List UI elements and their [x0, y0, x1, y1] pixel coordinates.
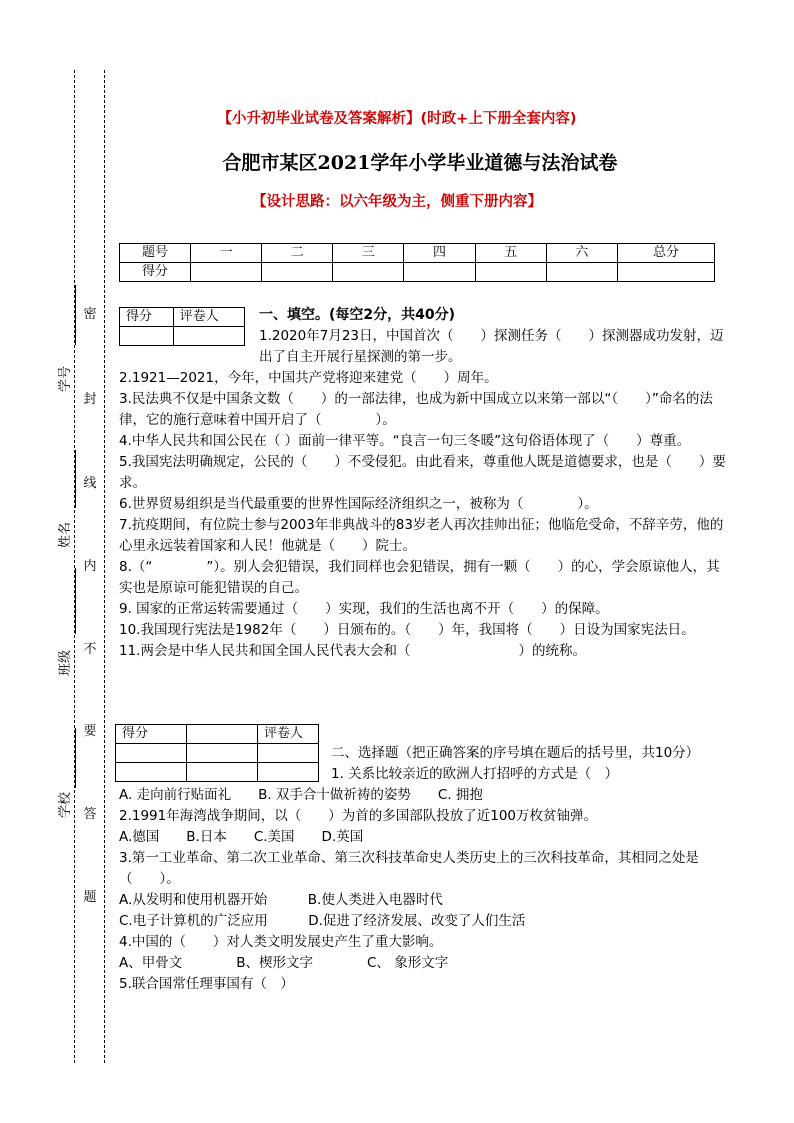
question-option: C.电子计算机的广泛应用 D.促进了经济发展、改变了人们生活	[119, 913, 526, 929]
table-cell: 评卷人	[258, 725, 319, 744]
section1-heading: 一、填空。(每空2分，共40分)	[259, 307, 456, 323]
question-item: 8.（“ ”）。别人会犯错误，我们同样也会犯错误，拥有一颗（ ）的心，学会原谅他人，其实也是原谅可能犯错误的自己。	[119, 559, 720, 596]
score-cell[interactable]	[191, 263, 262, 282]
table-row	[120, 244, 715, 263]
score-cell[interactable]	[404, 263, 475, 282]
table-cell: 三	[333, 244, 404, 263]
question-item: 10.我国现行宪法是1982年（ ）日颁布的。（ ）年，我国将（ ）日设为国家宪法日。	[119, 622, 695, 638]
seal-char: 答	[83, 807, 97, 822]
section2	[119, 743, 731, 995]
question-item: 4.中国的（ ）对人类文明发展史产生了重大影响。	[119, 934, 443, 950]
score-cell[interactable]	[618, 263, 715, 282]
table-cell: 得分	[120, 308, 174, 327]
table-cell: 总分	[618, 244, 715, 263]
binding-line-outer	[74, 70, 75, 1063]
class-label: 班级	[58, 649, 73, 676]
seal-char: 内	[83, 559, 97, 574]
score-cell[interactable]	[333, 263, 404, 282]
question-item: 7.抗疫期间，有位院士参与2003年非典战斗的83岁老人再次挂帅出征；他临危受命，不辞辛劳，他的心里永远装着国家和人民！他就是（ ）院士。	[119, 517, 724, 554]
table-cell: 题号	[120, 244, 191, 263]
name-line[interactable]	[75, 450, 76, 508]
table-row	[116, 725, 319, 744]
question-item: 9. 国家的正常运转需要通过（ ）实现，我们的生活也离不开（ ）的保障。	[119, 601, 609, 617]
question-item: 11.两会是中华人民共和国全国人民代表大会和（ ）的统称。	[119, 643, 586, 659]
question-item: 2.1991年海湾战争期间，以（ ）为首的多国部队投放了近100万枚贫铀弹。	[119, 808, 598, 824]
seal-char: 题	[83, 890, 97, 905]
school-label: 学校	[58, 791, 73, 818]
score-cell[interactable]	[475, 263, 546, 282]
question-option: A. 走向前行贴面礼 B. 双手合十做祈祷的姿势 C. 拥抱	[119, 787, 483, 803]
question-item: 3.民法典不仅是中国条文数（ ）的一部法律，也成为新中国成立以来第一部以“（ ）”命名的法律，它的施行意味着中国开启了（ ）。	[119, 391, 713, 428]
question-item: 1. 关系比较亲近的欧洲人打招呼的方式是（ ）	[331, 766, 619, 782]
seal-char: 要	[83, 724, 97, 739]
question-item: 3.第一工业革命、第二次工业革命、第三次科技革命史人类历史上的三次科技革命，其相同之处是（ ）。	[119, 850, 699, 887]
table-cell: 四	[404, 244, 475, 263]
score-cell[interactable]	[262, 263, 333, 282]
question-item: 2.1921—2021，今年，中国共产党将迎来建党（ ）周年。	[119, 370, 498, 386]
section1	[119, 305, 731, 662]
class-line[interactable]	[75, 568, 76, 634]
question-option: A.从发明和使用机器开始 B.使人类进入电器时代	[119, 892, 443, 908]
question-item: 5.联合国常任理事国有（ ）	[119, 976, 294, 992]
design-note: 【设计思路：以六年级为主，侧重下册内容】	[252, 194, 542, 210]
question-item: 5.我国宪法明确规定，公民的（ ）不受侵犯。由此看来，尊重他人既是道德要求，也是（ ）要求。	[119, 454, 726, 491]
seal-char: 密	[83, 307, 97, 322]
table-cell: 五	[475, 244, 546, 263]
question-option: A.德国 B.日本 C.美国 D.英国	[119, 829, 364, 845]
table-cell: 二	[262, 244, 333, 263]
table-cell: 一	[191, 244, 262, 263]
student-id-line[interactable]	[75, 285, 76, 345]
name-label: 姓名	[58, 521, 73, 548]
school-line[interactable]	[75, 728, 76, 788]
question-item: 6.世界贸易组织是当代最重要的世界性国际经济组织之一，被称为（ ）。	[119, 496, 598, 512]
promo-banner: 【小升初毕业试卷及答案解析】(时政+上下册全套内容)	[217, 111, 577, 127]
table-cell: 得分	[116, 725, 187, 744]
binding-line-inner	[104, 70, 105, 1063]
table-cell: 得分	[120, 263, 191, 282]
exam-title: 合肥市某区2021学年小学毕业道德与法治试卷	[222, 152, 618, 174]
section2-heading: 二、选择题（把正确答案的序号填在题后的括号里，共10分）	[331, 745, 700, 761]
score-table	[119, 243, 715, 282]
seal-char: 不	[83, 642, 97, 657]
table-row	[120, 263, 715, 282]
seal-char: 线	[83, 476, 97, 491]
table-cell: 六	[546, 244, 617, 263]
table-cell	[187, 725, 258, 744]
question-item: 1.2020年7月23日，中国首次（ ）探测任务（ ）探测器成功发射，迈出了自主开展行星探测的第一步。	[259, 328, 724, 365]
student-id-label: 学号	[58, 365, 73, 392]
score-cell[interactable]	[546, 263, 617, 282]
table-cell: 评卷人	[173, 308, 244, 327]
seal-char: 封	[83, 392, 97, 407]
question-item: 4.中华人民共和国公民在（ ）面前一律平等。“良言一句三冬暖”这句俗语体现了（ ）尊重。	[119, 433, 691, 449]
question-option: A、甲骨文 B、楔形文字 C、 象形文字	[119, 955, 449, 971]
